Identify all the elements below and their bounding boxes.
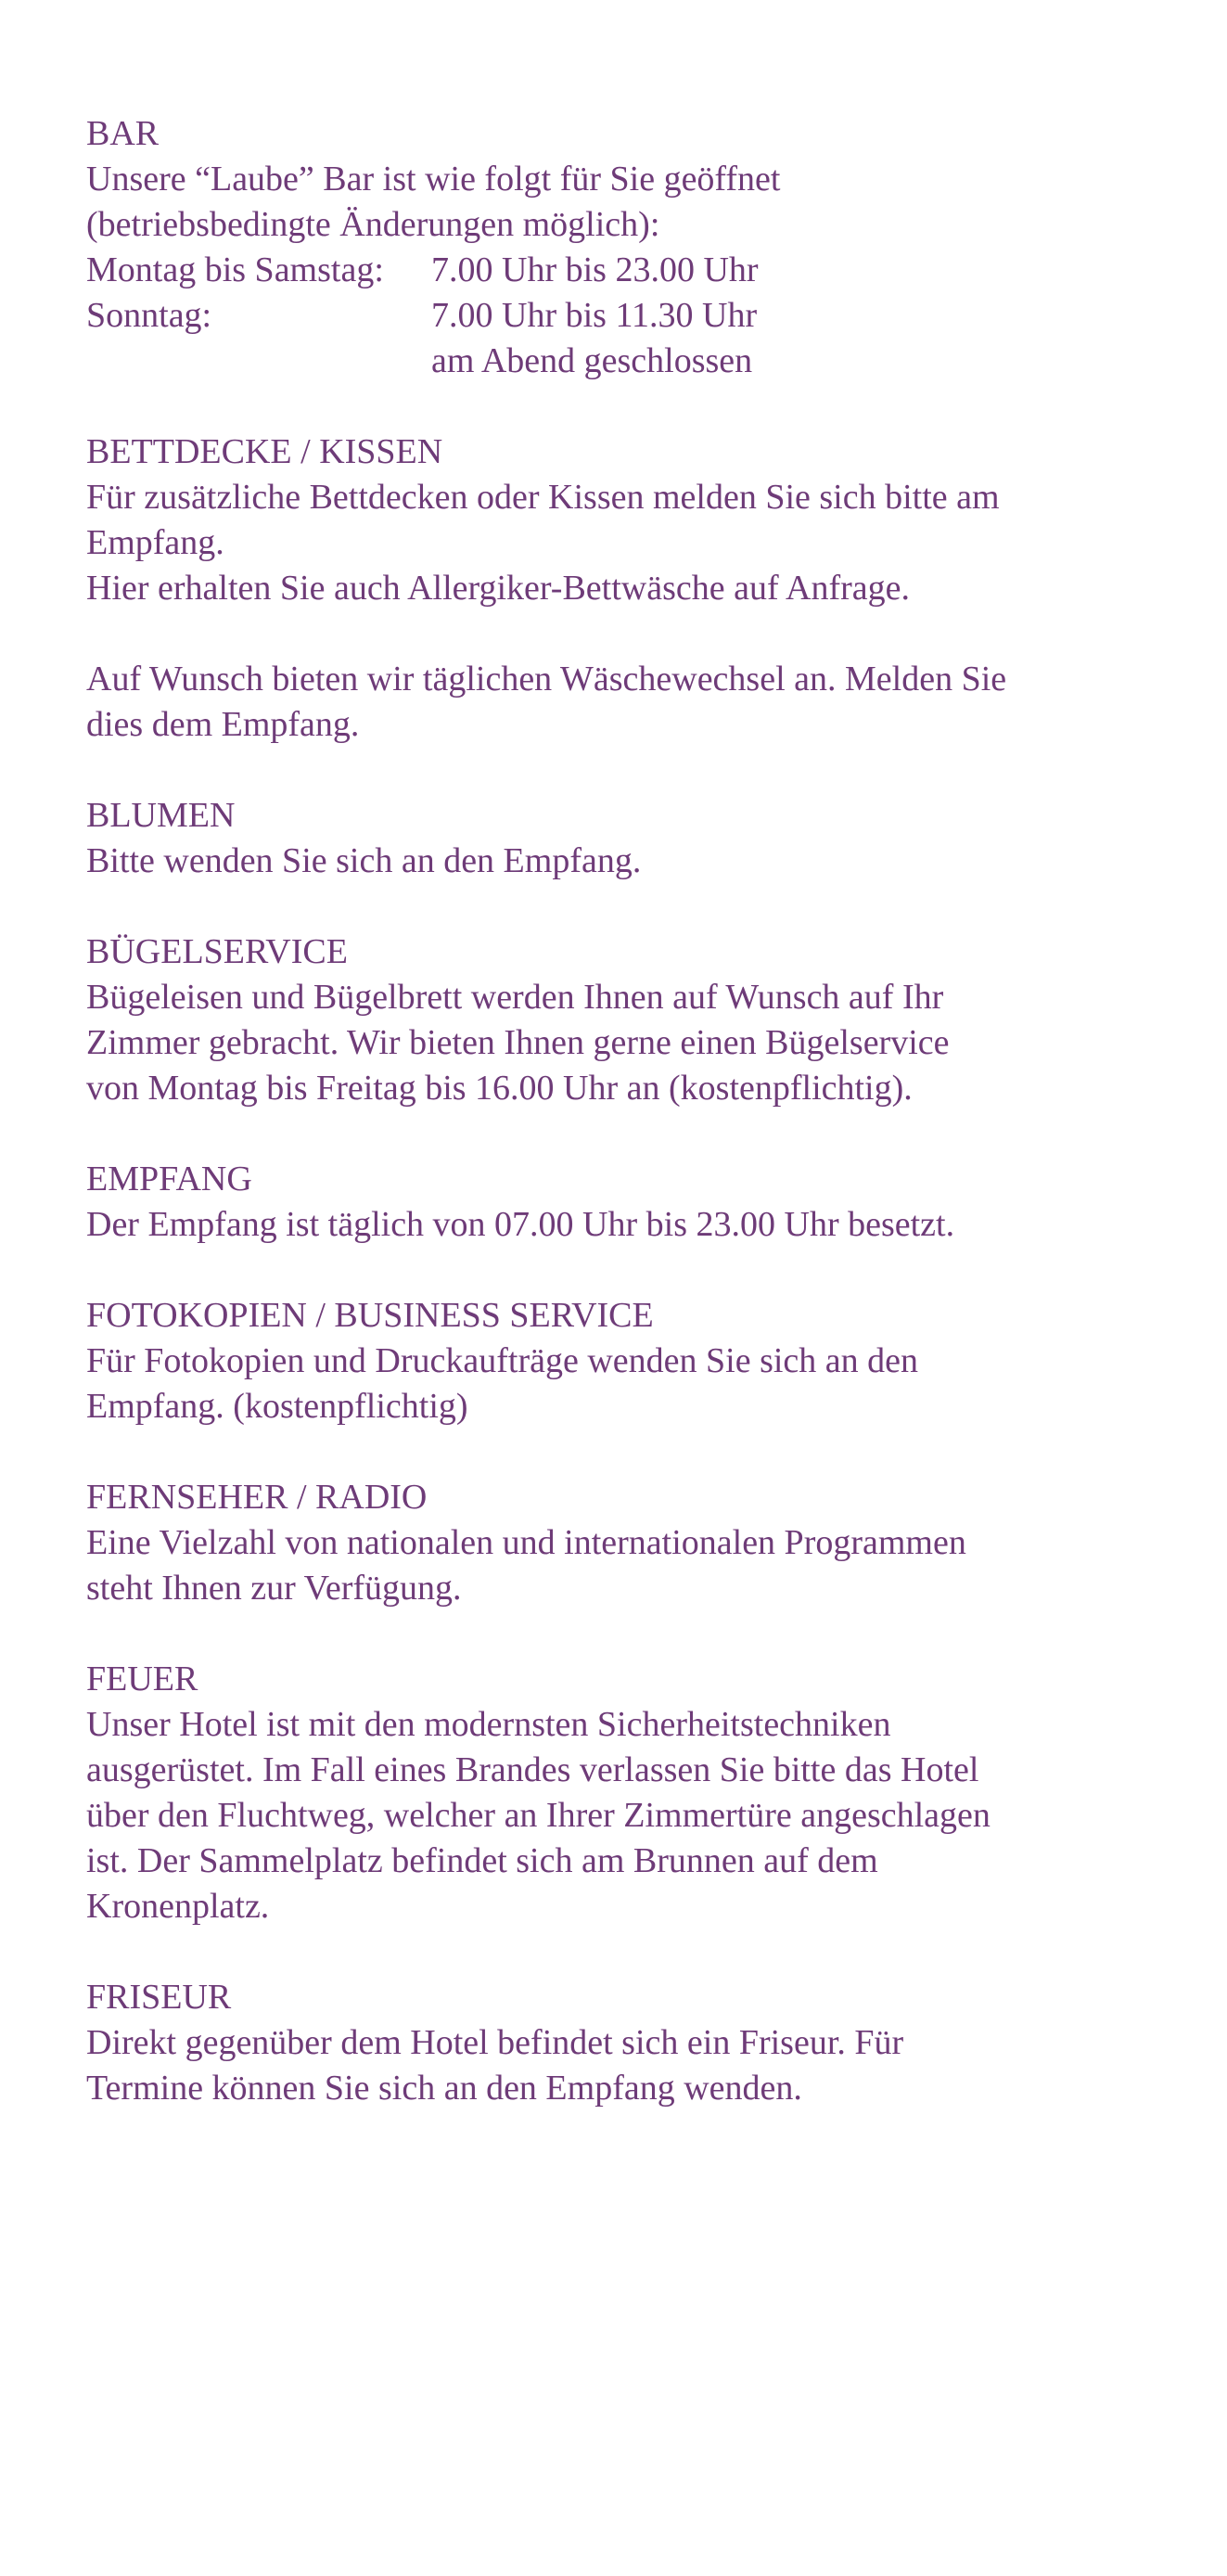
- section-heading-bar: BAR: [86, 114, 160, 153]
- body-line: ist. Der Sammelplatz befindet sich am Brunnen auf dem: [86, 1841, 878, 1880]
- section-waeschewechsel: [86, 657, 1162, 748]
- body-line: Direkt gegenüber dem Hotel befindet sich ein Friseur. Für: [86, 2023, 904, 2062]
- opening-hours-day: Sonntag:: [86, 296, 212, 335]
- section-fernseher-radio: [86, 1475, 1162, 1611]
- info-document: [86, 111, 1162, 2157]
- opening-hours-day: Montag bis Samstag:: [86, 250, 384, 289]
- opening-hours-time: 7.00 Uhr bis 11.30 Uhr: [431, 296, 758, 335]
- body-line: Für zusätzliche Bettdecken oder Kissen melden Sie sich bitte am: [86, 478, 1000, 517]
- section-buegelservice: [86, 929, 1162, 1111]
- body-line: Termine können Sie sich an den Empfang wenden.: [86, 2069, 802, 2108]
- opening-hours-time: 7.00 Uhr bis 23.00 Uhr: [431, 250, 759, 289]
- body-line: Für Fotokopien und Druckaufträge wenden Sie sich an den: [86, 1341, 919, 1380]
- body-line: Bügeleisen und Bügelbrett werden Ihnen auf Wunsch auf Ihr: [86, 978, 944, 1017]
- section-heading-blumen: BLUMEN: [86, 796, 236, 835]
- bar-intro-line: (betriebsbedingte Änderungen möglich):: [86, 205, 660, 244]
- section-heading-bettdecke-kissen: BETTDECKE / KISSEN: [86, 432, 443, 471]
- body-line: Der Empfang ist täglich von 07.00 Uhr bis 23.00 Uhr besetzt.: [86, 1205, 955, 1244]
- body-line: Kronenplatz.: [86, 1887, 270, 1926]
- bar-intro-line: Unsere “Laube” Bar ist wie folgt für Sie geöffnet: [86, 160, 781, 199]
- opening-hours-row: [86, 293, 1162, 339]
- body-line: Empfang. (kostenpflichtig): [86, 1387, 468, 1426]
- section-heading-empfang: EMPFANG: [86, 1160, 252, 1198]
- body-line: dies dem Empfang.: [86, 705, 360, 744]
- opening-hours-row: [86, 248, 1162, 293]
- section-bettdecke-kissen: [86, 429, 1162, 611]
- body-line: Empfang.: [86, 523, 224, 562]
- opening-hours-day: [86, 339, 431, 384]
- body-line: Eine Vielzahl von nationalen und internationalen Programmen: [86, 1523, 966, 1562]
- section-heading-feuer: FEUER: [86, 1660, 198, 1698]
- body-line: steht Ihnen zur Verfügung.: [86, 1569, 462, 1608]
- opening-hours-time: am Abend geschlossen: [431, 341, 753, 380]
- section-feuer: [86, 1657, 1162, 1929]
- section-heading-buegelservice: BÜGELSERVICE: [86, 932, 348, 971]
- section-empfang: [86, 1157, 1162, 1248]
- body-line: Auf Wunsch bieten wir täglichen Wäschewechsel an. Melden Sie: [86, 660, 1007, 698]
- body-line: Bitte wenden Sie sich an den Empfang.: [86, 841, 642, 880]
- section-heading-friseur: FRISEUR: [86, 1978, 232, 2017]
- body-line: Unser Hotel ist mit den modernsten Sicherheitstechniken: [86, 1705, 891, 1744]
- body-line: ausgerüstet. Im Fall eines Brandes verlassen Sie bitte das Hotel: [86, 1750, 979, 1789]
- body-line: Hier erhalten Sie auch Allergiker-Bettwäsche auf Anfrage.: [86, 569, 911, 608]
- opening-hours-row: [86, 339, 1162, 384]
- section-friseur: [86, 1975, 1162, 2111]
- section-heading-fotokopien: FOTOKOPIEN / BUSINESS SERVICE: [86, 1296, 654, 1335]
- section-heading-fernseher-radio: FERNSEHER / RADIO: [86, 1478, 428, 1517]
- section-blumen: [86, 793, 1162, 884]
- section-bar: [86, 111, 1162, 384]
- section-fotokopien: [86, 1293, 1162, 1429]
- body-line: über den Fluchtweg, welcher an Ihrer Zimmertüre angeschlagen: [86, 1796, 991, 1835]
- body-line: von Montag bis Freitag bis 16.00 Uhr an (kostenpflichtig).: [86, 1069, 913, 1108]
- body-line: Zimmer gebracht. Wir bieten Ihnen gerne einen Bügelservice: [86, 1023, 950, 1062]
